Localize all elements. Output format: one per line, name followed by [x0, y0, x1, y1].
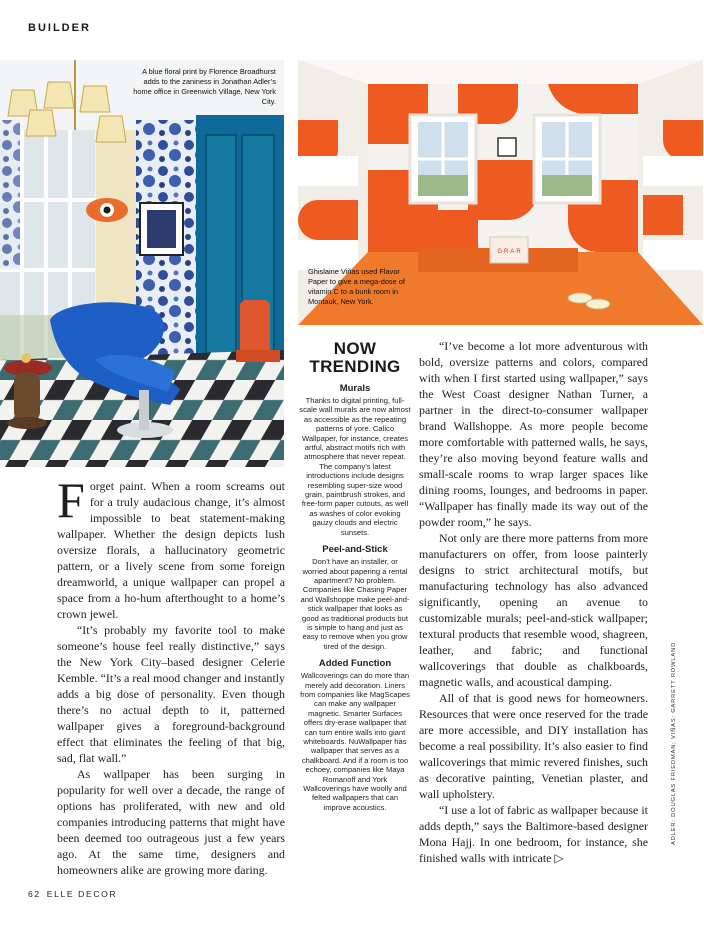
sidebar-heading: Added Function: [318, 658, 392, 670]
magazine-name: ELLE DECOR: [46, 889, 118, 899]
photo-credit: ADLER: DOUGLAS FRIEDMAN; VIÑAS: GARRETT ROWLAND: [671, 641, 677, 845]
paragraph: “It’s probably my favorite tool to make someone’s house feel really distinctive,” says the New York City–based designer Celerie Kemble. “It’s a real mood changer and instantly adds a big dose of personality. Even though there’s no actual depth to it, patterned wallpaper gives a foreground-background effect that eliminates the feeling of that big, sad, flat wall.”: [57, 623, 285, 765]
sidebar-heading: Murals: [339, 383, 371, 394]
folio: [28, 889, 117, 899]
article-column-left: [57, 472, 285, 878]
drop-cap: F: [57, 472, 85, 528]
page-number: 62: [28, 889, 41, 899]
paragraph: All of that is good news for homeowners. Resources that were once reserved for the trade are more accessible, and DIY installation has become a real possibility. It’s also easier to find wallcoverings that mimic revered finishes, such as decorative painting, Venetian plaster, and wall upholstery.: [419, 691, 648, 801]
paragraph: As wallpaper has been surging in popularity for well over a decade, the range of options has proliferated, with new and old companies introducing patterns that might have been deemed too outrageous just a few years ago. At the same time, designers and homeowners alike are growing more daring.: [57, 767, 285, 877]
paragraph: “I use a lot of fabric as wallpaper because it adds depth,” says the Baltimore-based designer Mona Hajj. In one bedroom, for instance, she finished walls with intricate ▷: [419, 803, 648, 865]
photo-caption-right: Ghislaine Viñas used Flavor Paper to give a mega-dose of vitamin C to a bunk room in Montauk, New York.: [308, 267, 405, 306]
paragraph: “I’ve become a lot more adventurous with bold, oversize patterns and colors, compared with when I first started using wallpaper,” says the West Coast designer Nathan Turner, a partner in the direct-to-consumer wallpaper brand Wallshoppe. As more people become more comfortable with patterned walls, he says, they’re also moving beyond feature walls and small-scale rooms to wrap larger spaces like dining rooms, lounges, and bedrooms in paper. “Wallpaper has finally made its way out of the powder room,” he says.: [419, 339, 648, 529]
sidebar-text: Thanks to digital printing, full-scale wall murals are now almost as accessible as the repeating patterns of yore. Calico Wallpaper, for instance, creates artful, abstract motifs rich with atmosphere that never repeat. The company’s latest introductions include designs resembling super-size wood grain, paintbrush strokes, and free-form paper cutouts, as well as washes of color evoking gauzy clouds and electric sunsets.: [299, 396, 411, 537]
sidebar-heading: Peel-and-Stick: [322, 544, 388, 556]
sidebar-title: NOW TRENDING: [309, 339, 401, 376]
photo-caption-left: A blue floral print by Florence Broadhurst adds to the zaniness in Jonathan Adler’s home office in Greenwich Village, New York City.: [133, 67, 276, 106]
office-photo: [0, 60, 284, 467]
bunk-room-photo: [298, 60, 703, 325]
box-label: G·R·A·R: [497, 249, 521, 255]
sidebar-text: Wallcoverings can do more than merely add decoration. Liners from companies like MagScapes can make any wallpaper magnetic. Smarter Surfaces offers dry-erase wallpaper that can turn entire walls into giant whiteboards. NuWallpaper has wallpaper that serves as a chalkboard. And if a room is too echoey, companies like Maya Romanoff and York Wallcoverings have woolly and felted wallpapers that can improve acoustics.: [300, 671, 410, 812]
paragraph: Not only are there more patterns from more manufacturers on offer, from loose painterly designs to strict architectural motifs, but manufacturing technology has also advanced significantly, opening an avenue to customizable murals; peel-and-stick wallpaper; textural products that resemble wood, shagreen, leather, and fabric; and functional wallcoverings that double as chalkboards, magnetic walls, and acoustical damping.: [419, 531, 648, 689]
office-illustration: [0, 60, 284, 467]
sidebar-text: Don’t have an installer, or worried about papering a rental apartment? No problem. Companies like Chasing Paper and Wallshoppe make peel-and-stick wallpaper that looks as good as traditional products but is simple to hang and just as easy to remove when you grow tired of the design.: [300, 557, 410, 651]
paragraph: Forget paint. When a room screams out for a truly audacious change, it’s almost impossible to beat statement-making wallpaper. Whether the design depicts lush oversize florals, a hallucinatory geometric pattern, or a lively scene from some foreign dreamworld, a unique wallpaper can propel a space from a ho-hum afterthought to a home’s crown jewel.: [57, 472, 285, 621]
article-column-right: [419, 338, 648, 866]
now-trending-sidebar: [299, 340, 411, 812]
section-label: BUILDER: [28, 22, 91, 34]
